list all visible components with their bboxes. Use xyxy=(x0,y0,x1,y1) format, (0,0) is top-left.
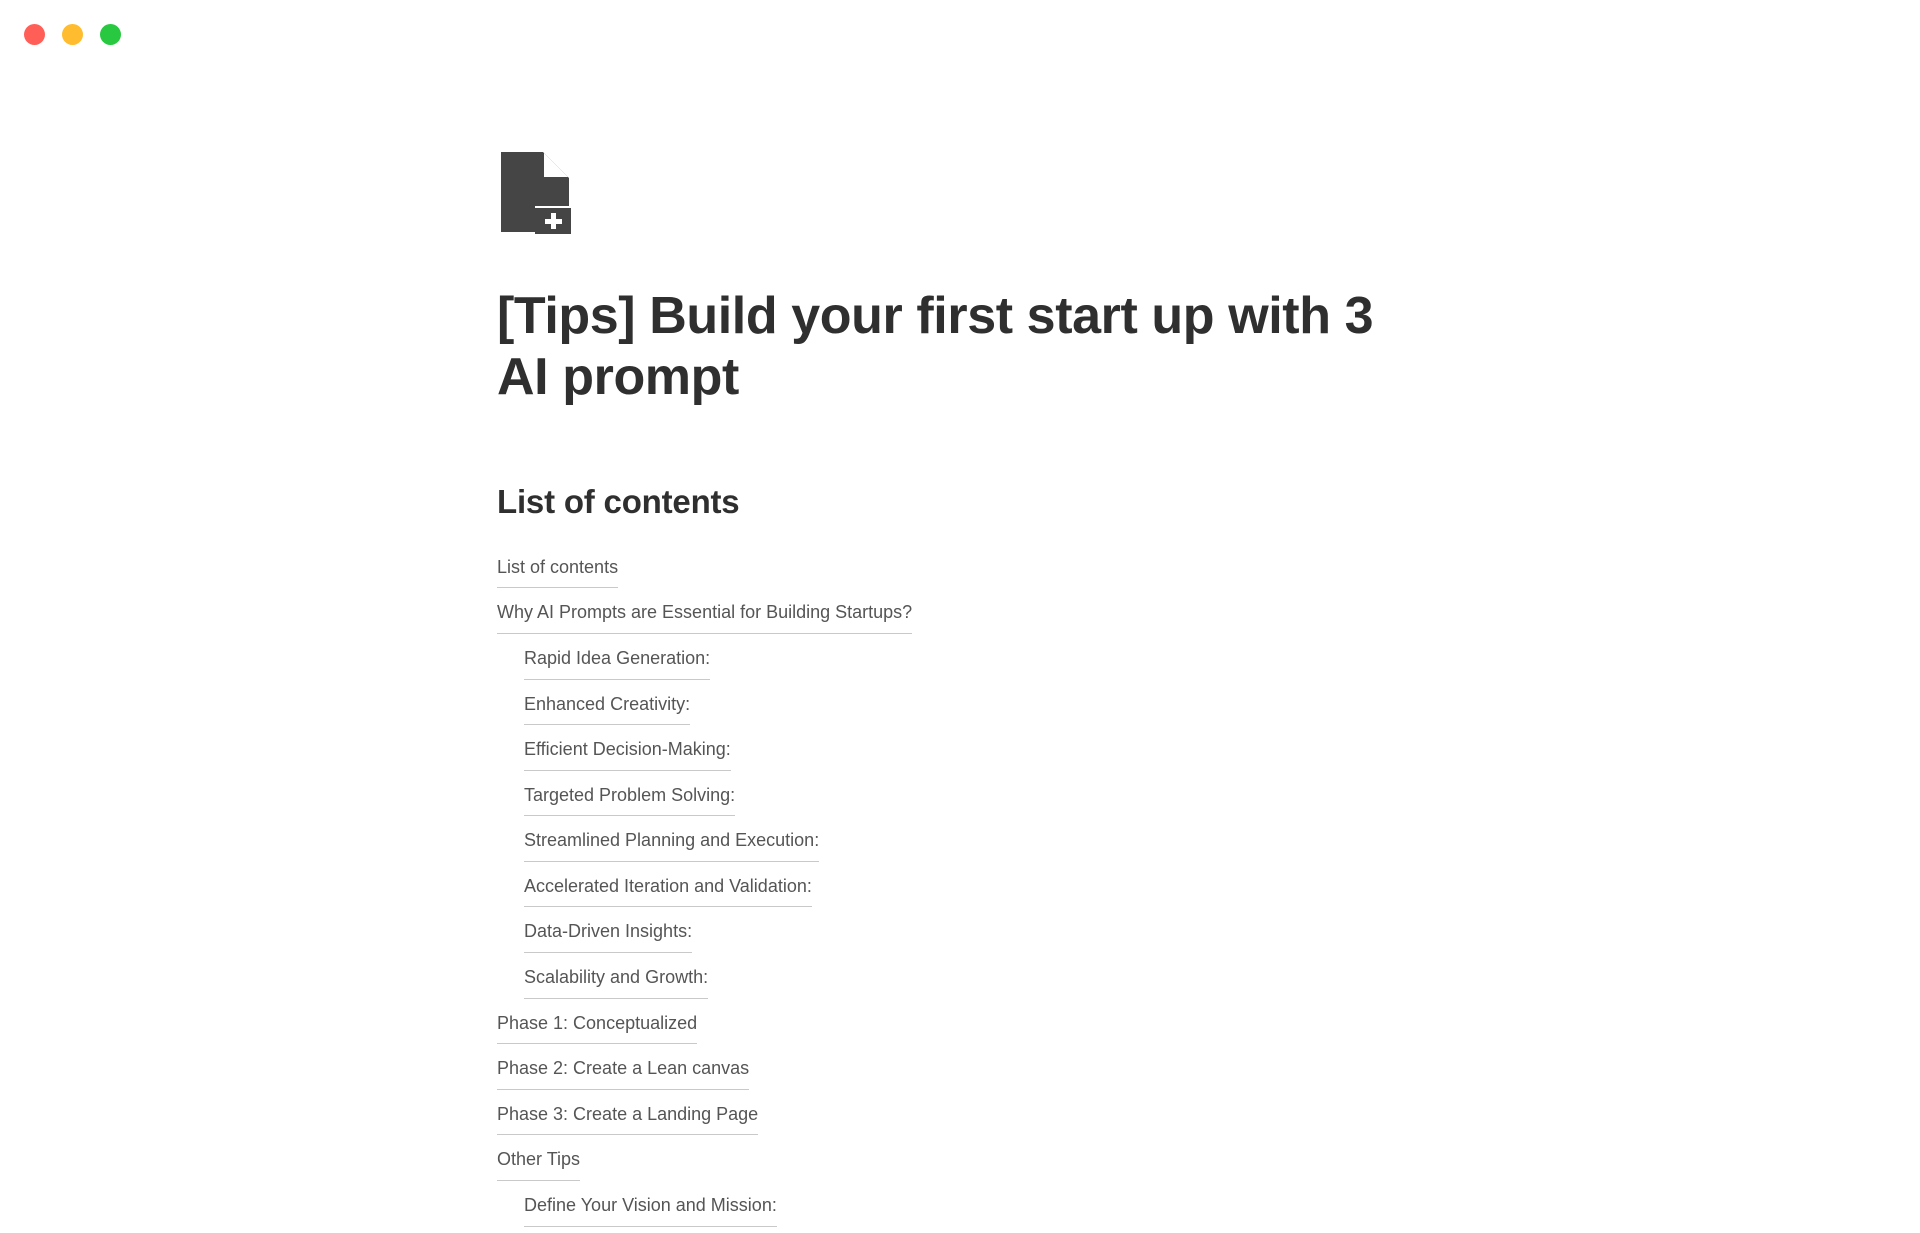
toc-link-targeted-problem-solving[interactable]: Targeted Problem Solving: xyxy=(524,777,735,817)
toc-link-scalability-and-growth[interactable]: Scalability and Growth: xyxy=(524,959,708,999)
toc-link-phase-1[interactable]: Phase 1: Conceptualized xyxy=(497,1005,697,1045)
toc-link-phase-3[interactable]: Phase 3: Create a Landing Page xyxy=(497,1096,758,1136)
toc-link-accelerated-iteration[interactable]: Accelerated Iteration and Validation: xyxy=(524,868,812,908)
toc-row xyxy=(497,1005,1397,1051)
toc-row xyxy=(524,913,1397,959)
toc-link-list-of-contents[interactable]: List of contents xyxy=(497,549,618,589)
page-title: [Tips] Build your first start up with 3 AI prompt xyxy=(497,287,1374,407)
toc-link-why-ai-prompts[interactable]: Why AI Prompts are Essential for Building Startups? xyxy=(497,594,912,634)
toc-row xyxy=(524,822,1397,868)
toc-link-efficient-decision-making[interactable]: Efficient Decision-Making: xyxy=(524,731,731,771)
toc-row xyxy=(524,777,1397,823)
toc-link-enhanced-creativity[interactable]: Enhanced Creativity: xyxy=(524,686,690,726)
toc-link-other-tips[interactable]: Other Tips xyxy=(497,1141,580,1181)
section-heading-list-of-contents: List of contents xyxy=(497,482,740,520)
toc-row xyxy=(524,686,1397,732)
toc-row xyxy=(524,640,1397,686)
toc-row xyxy=(524,1187,1397,1233)
toc-row xyxy=(524,959,1397,1005)
toc-row xyxy=(497,1050,1397,1096)
table-of-contents xyxy=(497,549,1397,1233)
toc-row xyxy=(497,1141,1397,1187)
toc-link-define-vision-mission[interactable]: Define Your Vision and Mission: xyxy=(524,1187,777,1227)
toc-link-rapid-idea-generation[interactable]: Rapid Idea Generation: xyxy=(524,640,710,680)
toc-row xyxy=(497,549,1397,595)
toc-row xyxy=(524,731,1397,777)
document-plus-icon[interactable] xyxy=(497,150,571,234)
toc-row xyxy=(497,1096,1397,1142)
toc-row xyxy=(497,594,1397,640)
toc-link-phase-2[interactable]: Phase 2: Create a Lean canvas xyxy=(497,1050,749,1090)
toc-link-data-driven-insights[interactable]: Data-Driven Insights: xyxy=(524,913,692,953)
toc-link-streamlined-planning[interactable]: Streamlined Planning and Execution: xyxy=(524,822,819,862)
toc-row xyxy=(524,868,1397,914)
